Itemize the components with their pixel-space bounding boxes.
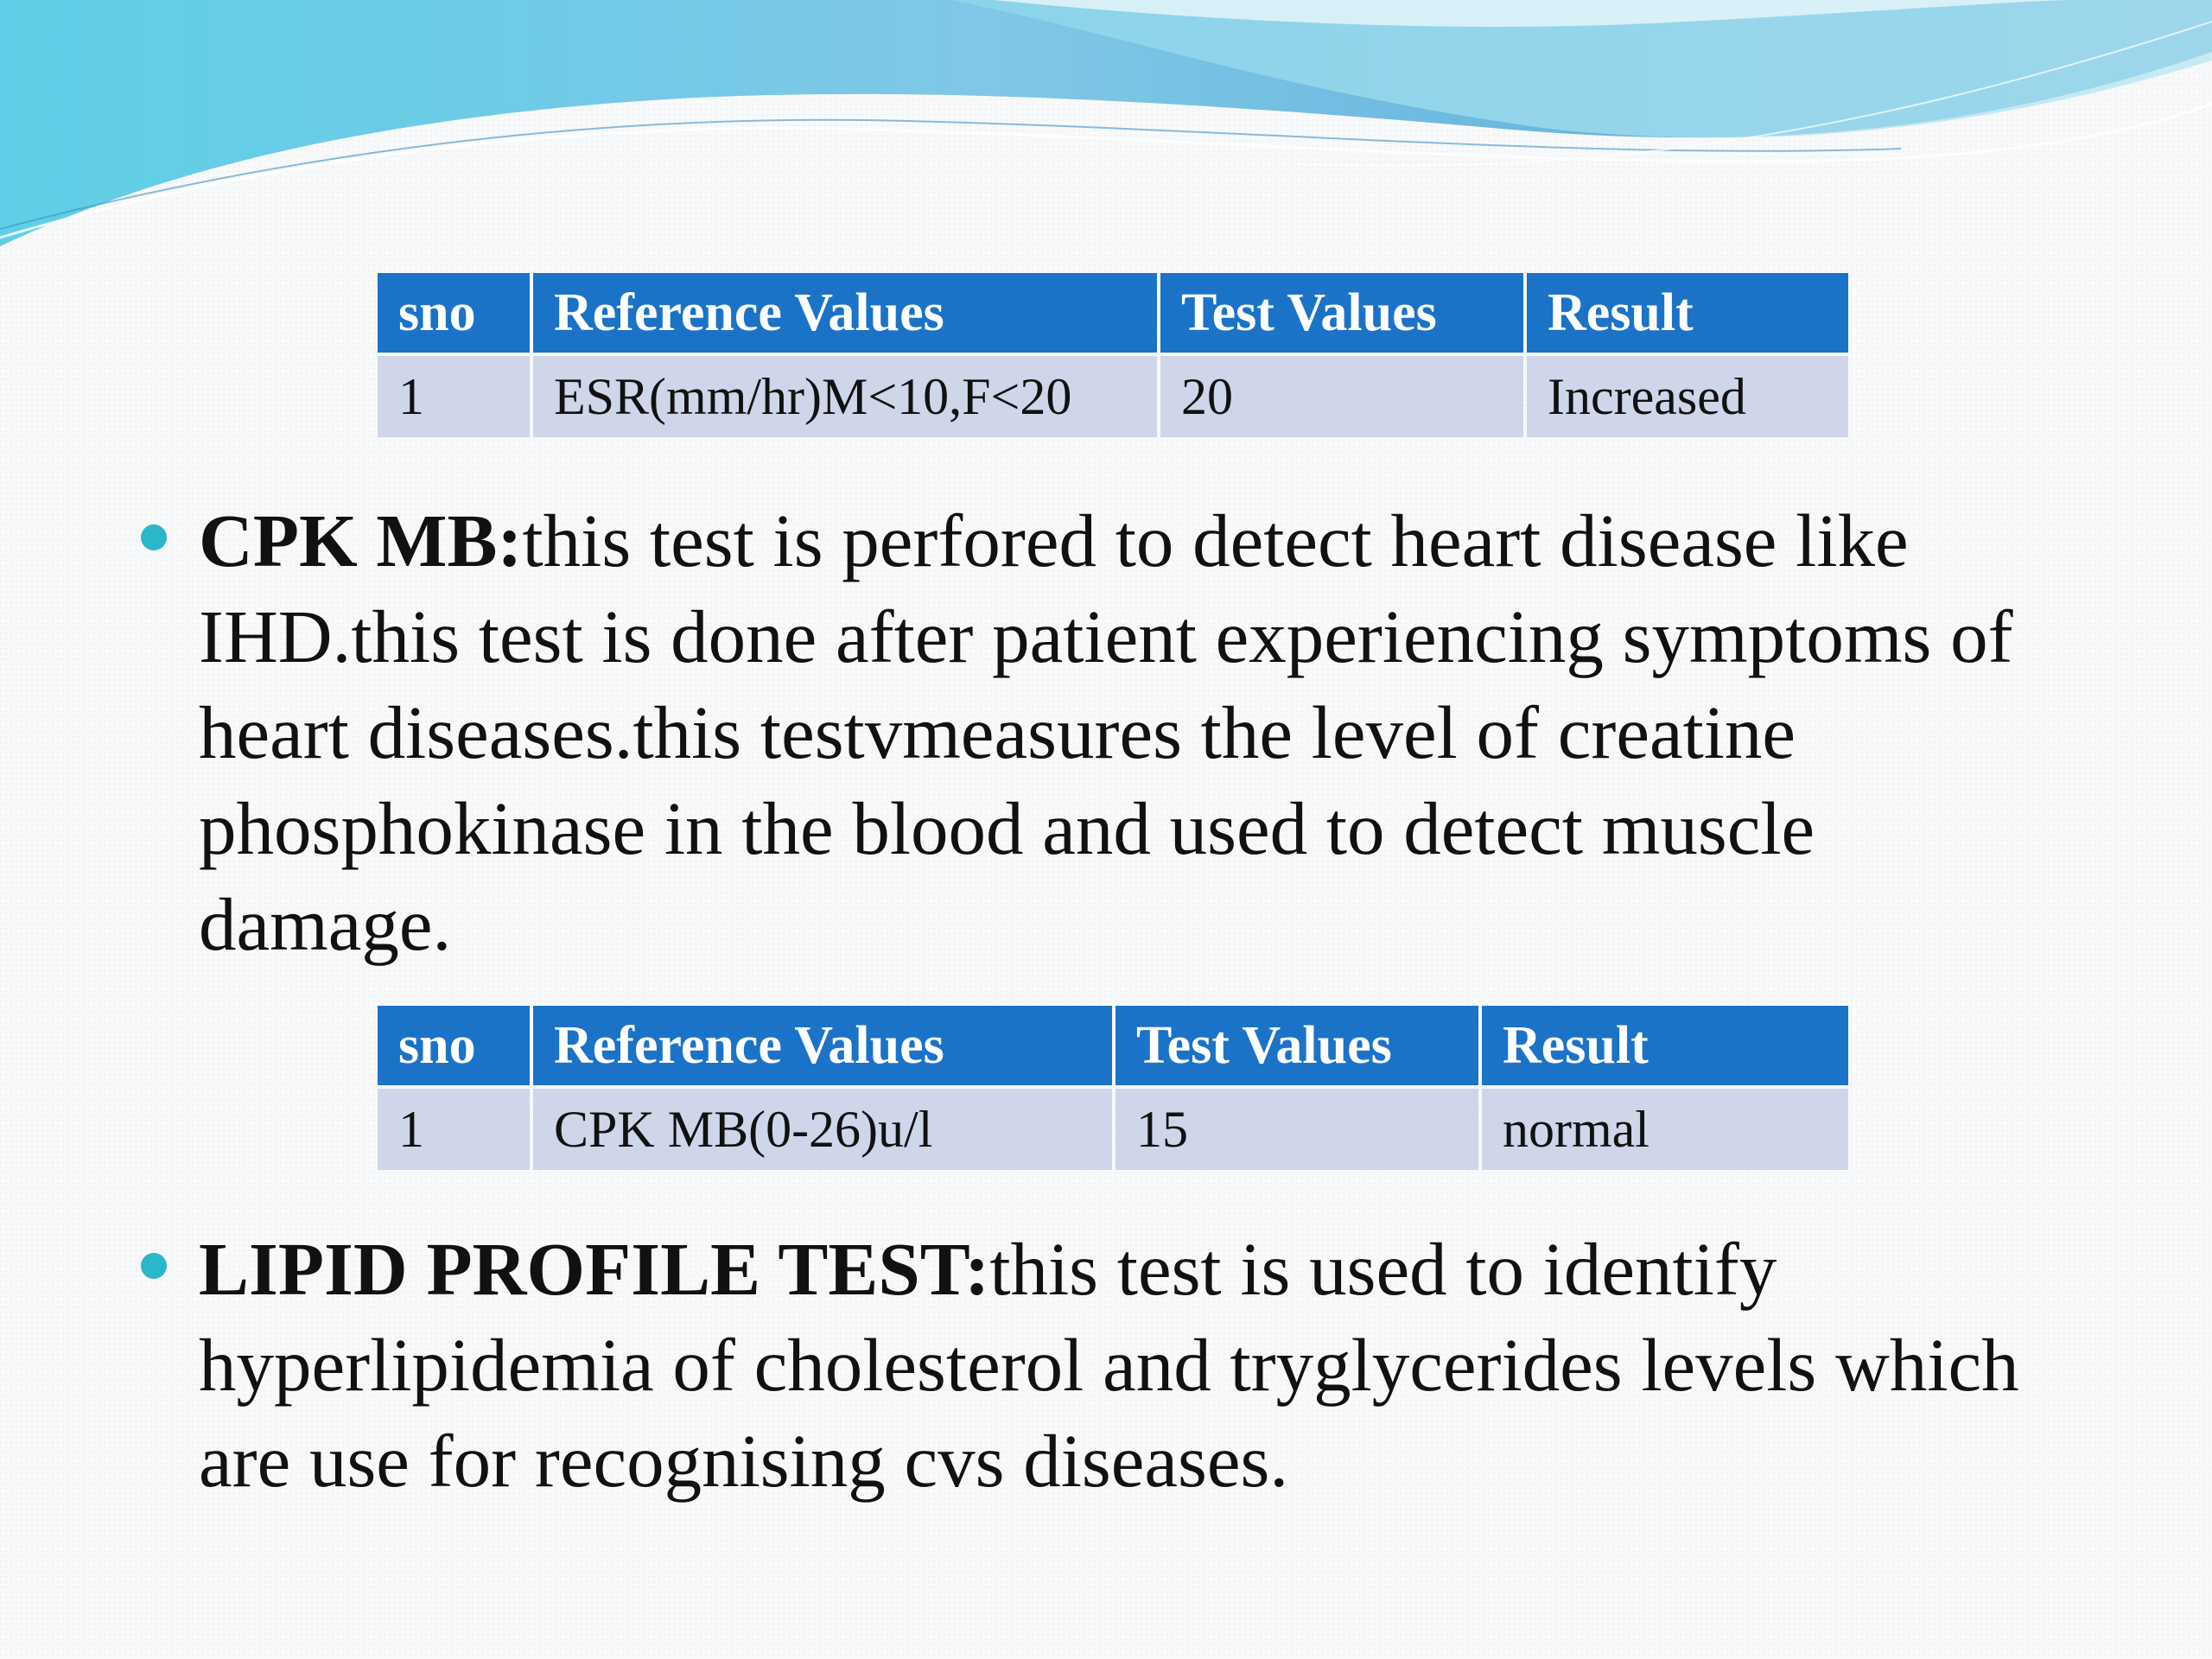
bullet-dot-icon [141, 524, 167, 550]
bullet-title: LIPID PROFILE TEST: [199, 1227, 990, 1311]
table-row [378, 1089, 1848, 1170]
header-result: Result [1482, 1006, 1848, 1085]
header-sno: sno [378, 273, 530, 353]
cell-result: normal [1482, 1089, 1848, 1170]
bullet-lipid-profile [199, 1221, 2082, 1509]
cell-reference-value: CPK MB(0-26)u/l [533, 1089, 1112, 1170]
header-reference-values: Reference Values [533, 273, 1157, 353]
table-row [378, 356, 1848, 437]
esr-results-table [374, 270, 1852, 441]
header-wave-decoration [0, 0, 2212, 259]
bullet-text: this test is used to identify hyperlipidemia of cholesterol and tryglycerides levels which are use for recognising cvs diseases. [199, 1227, 2019, 1503]
cell-reference-value: ESR(mm/hr)M<10,F<20 [533, 356, 1157, 437]
table-header-row [378, 273, 1848, 353]
bullet-dot-icon [141, 1253, 167, 1279]
cell-result: Increased [1527, 356, 1848, 437]
header-result: Result [1527, 273, 1848, 353]
cell-sno: 1 [378, 1089, 530, 1170]
cell-sno: 1 [378, 356, 530, 437]
cpk-mb-results-table [374, 1002, 1852, 1173]
header-test-values: Test Values [1160, 273, 1523, 353]
header-test-values: Test Values [1116, 1006, 1478, 1085]
header-sno: sno [378, 1006, 530, 1085]
cell-test-value: 20 [1160, 356, 1523, 437]
cell-test-value: 15 [1116, 1089, 1478, 1170]
bullet-text: this test is perfored to detect heart disease like IHD.this test is done after patient experiencing symptoms of heart diseases.this testvmeasures the level of creatine phosphokinase in the blood and used to detect muscle damage. [199, 499, 2013, 966]
table-header-row [378, 1006, 1848, 1085]
bullet-cpk-mb [199, 493, 2082, 972]
bullet-title: CPK MB: [199, 499, 523, 582]
header-reference-values: Reference Values [533, 1006, 1112, 1085]
